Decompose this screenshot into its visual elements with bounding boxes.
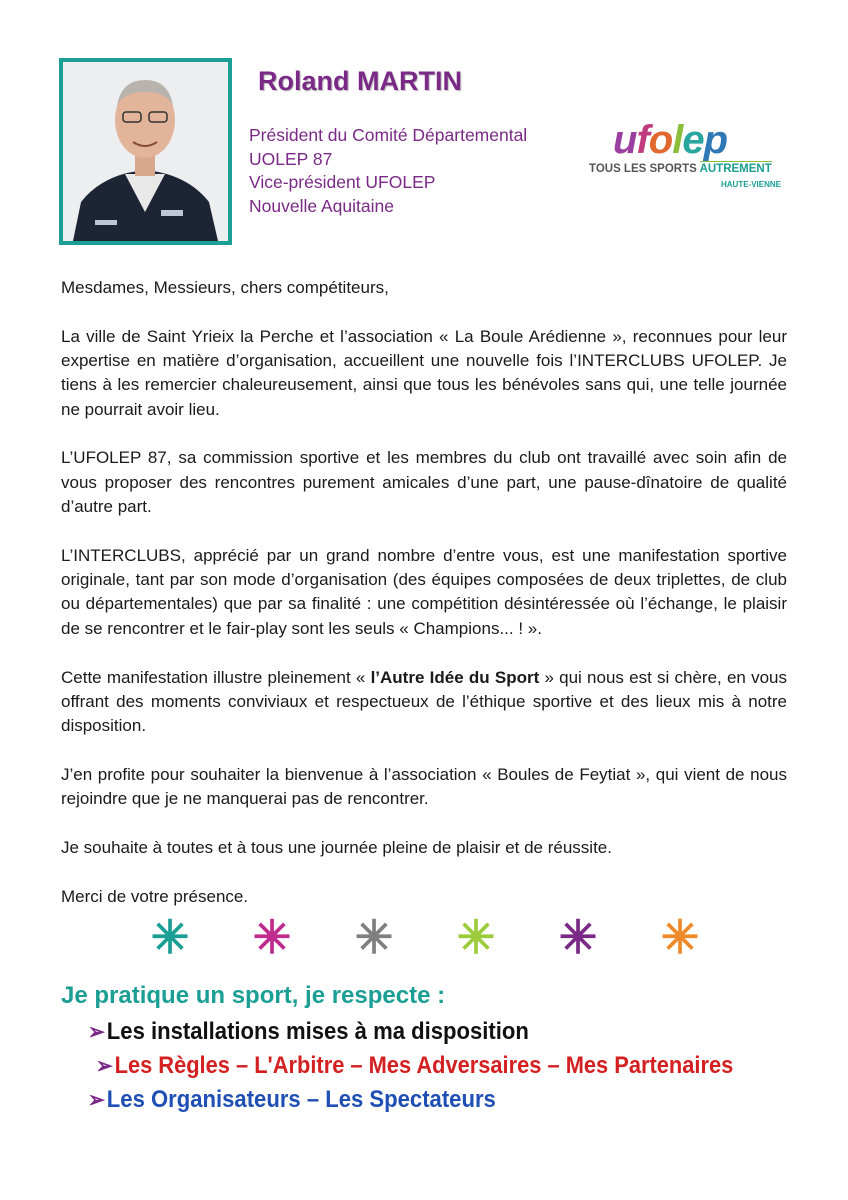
author-roles — [249, 124, 527, 218]
tagline-autrement: AUTREMENT — [699, 163, 772, 175]
arrow-bullet-icon: ➢ — [88, 1087, 105, 1112]
asterisk-icon: ✳ — [456, 911, 496, 963]
asterisk-icon: ✳ — [150, 911, 190, 963]
motto-text: Les installations mises à ma disposition — [106, 1018, 529, 1045]
motto-text: Les Règles – L'Arbitre – Mes Adversaires – Mes Partenaires — [114, 1052, 734, 1079]
role-line: UOLEP 87 — [249, 148, 333, 169]
logo-region: HAUTE-VIENNE — [720, 180, 781, 189]
motto-text: Les Organisateurs – Les Spectateurs — [106, 1086, 496, 1113]
text-run: Cette manifestation illustre pleinement « — [61, 667, 371, 687]
logo-tagline — [589, 163, 772, 175]
motto-line-organisers — [88, 1086, 496, 1114]
role-line: Vice-président UFOLEP — [249, 172, 436, 192]
arrow-bullet-icon: ➢ — [96, 1053, 113, 1078]
motto-line-rules — [96, 1052, 733, 1080]
text-run: » qui nous est si chère, en vous offrant des moments conviviaux et respectueux de l’éthique sportive et des lieux mis à notre disposition. — [61, 667, 788, 736]
asterisk-icon: ✳ — [252, 911, 292, 963]
asterisk-icon: ✳ — [558, 911, 598, 963]
paragraph: L’INTERCLUBS, apprécié par un grand nombre d’entre vous, est une manifestation sportive originale, tant par son mode d’organisation (des équipes composées de deux triplettes, de club ou départementales) que par sa finalité : une compétition désintéressée où l’échange, le plaisir de se rencontrer et le fair-play sont les seuls « Champions... ! ». — [61, 545, 787, 638]
closing: Merci de votre présence. — [61, 886, 249, 906]
greeting: Mesdames, Messieurs, chers compétiteurs, — [61, 278, 389, 297]
logo-letter: o — [648, 118, 673, 162]
portrait-illustration — [63, 62, 228, 241]
paragraph: L’UFOLEP 87, sa commission sportive et les membres du club ont travaillé avec soin afin de vous proposer des rencontres purement amicales d’une part, une pause-dînatoire de qualité d’autre part. — [61, 448, 787, 517]
paragraph: Je souhaite à toutes et à tous une journée pleine de plaisir et de réussite. — [61, 838, 612, 858]
role-line: Président du Comité Départemental — [249, 125, 528, 145]
role-line: Nouvelle Aquitaine — [249, 195, 394, 216]
arrow-bullet-icon: ➢ — [88, 1019, 105, 1044]
paragraph: La ville de Saint Yrieix la Perche et l’association « La Boule Arédienne », reconnues pour leur expertise en matière d’organisation, accueillent une nouvelle fois l’INTERCLUBS UFOLEP. Je tiens à les remercier chaleureusement, ainsi que tous les bénévoles sans qui, une telle journée ne pourrait avoir lieu. — [61, 326, 787, 419]
logo-letter: u — [613, 118, 637, 162]
asterisk-icon: ✳ — [354, 911, 394, 963]
decorative-stars — [150, 912, 710, 962]
asterisk-icon: ✳ — [660, 911, 700, 963]
emphasis-text: l’Autre Idée du Sport — [370, 667, 540, 687]
logo-letter: l — [672, 118, 683, 162]
paragraph: J’en profite pour souhaiter la bienvenue à l’association « Boules de Feytiat », qui vient de nous rejoindre que je ne manquerai pas de rencontrer. — [61, 764, 787, 809]
paragraph — [61, 666, 787, 739]
author-name: Roland MARTIN — [258, 66, 462, 96]
portrait-photo — [59, 58, 232, 245]
motto-line-installations — [88, 1018, 529, 1046]
logo-wordmark — [613, 118, 727, 162]
tagline-part: TOUS LES SPORTS — [589, 163, 700, 175]
letter-body — [61, 276, 787, 934]
ufolep-logo — [585, 118, 795, 194]
logo-letter: f — [636, 118, 649, 162]
logo-letter: p — [703, 118, 728, 162]
logo-letter: e — [682, 118, 704, 162]
motto-title: Je pratique un sport, je respecte : — [61, 982, 446, 1009]
